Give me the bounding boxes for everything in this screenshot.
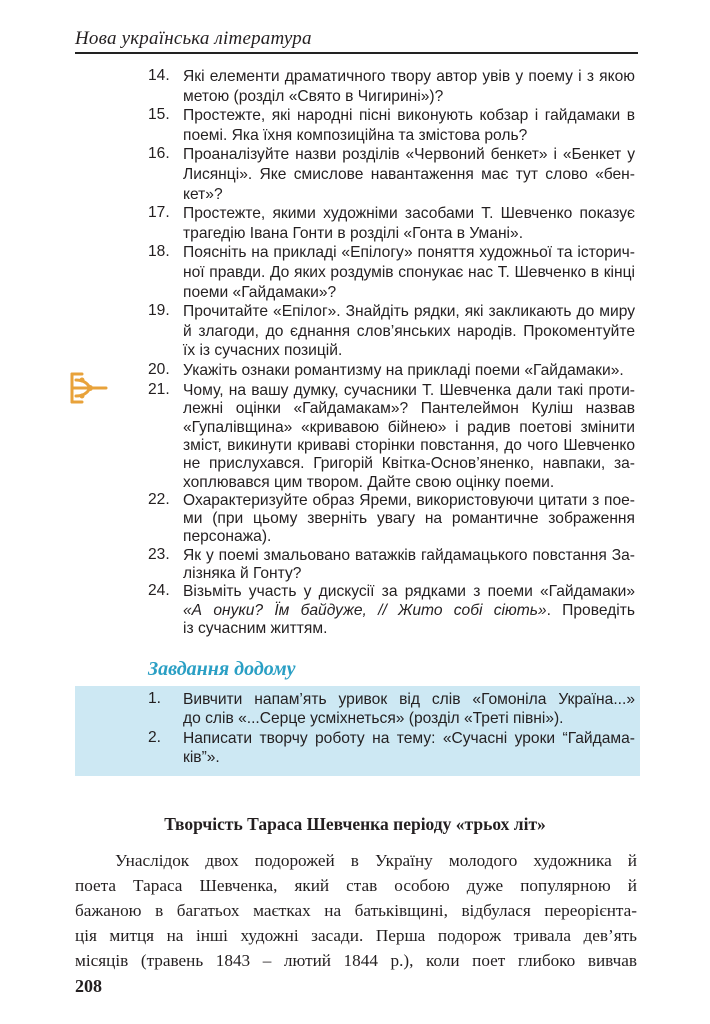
item-number: 20. [148,361,170,378]
item-text-line: трагедію Івана Гонти в розділі «Гонта в Умані». [183,224,524,242]
item-text-line: ми (при цьому зверніть увагу на романтичне зображення [183,510,635,528]
item-text-line: Лисянці». Яке смислове навантаження має тут слово «бен- [183,165,635,183]
paragraph-line: Унаслідок двох подорожей в Україну молодого художника й [115,851,637,870]
section-title: Творчість Тараса Шевченка періоду «трьох літ» [164,814,546,834]
item-number: 24. [148,582,170,600]
item-number: 1. [148,690,162,707]
header-rule [75,52,638,54]
item-number: 23. [148,545,170,563]
page-number: 208 [75,976,102,996]
item-text-line: ної правди. До яких роздумів спонукає нас Т. Шевченко в кінці [183,263,635,281]
item-text-line: Чому, на вашу думку, сучасники Т. Шевченка дали такі проти- [183,382,635,399]
item-text-line: Проаналізуйте назви розділів «Червоний бенкет» і «Бенкет у [183,146,635,164]
item-text-line: Охарактеризуйте образ Яреми, використовуючи цитати з пое- [183,491,635,509]
item-number: 17. [148,204,170,222]
item-number: 15. [148,106,170,124]
item-text-line: Написати творчу роботу на тему: «Сучасні уроки “Гайдама- [183,729,635,747]
item-number: 2. [148,728,162,746]
item-number: 19. [148,302,170,320]
item-text-line: Як у поемі змальовано ватажків гайдамацького повстання За- [183,546,635,564]
item-text-line: не прислухався. Григорій Квітка-Основ’яненко, навпаки, за- [183,455,635,473]
item-text-line: Простежте, якими художніми засобами Т. Шевченко показує [183,205,635,223]
item-text-line: «А онуки? Їм байдуже, // Жито собі сіють». Проведіть [183,601,635,619]
item-text-line: Які елементи драматичного твору автор увів у поему і з якою [183,68,635,85]
item-text-line: кет»? [183,185,223,203]
item-text-line: поеми «Гайдамаки»? [183,283,337,301]
running-header: Нова українська література [75,28,312,49]
item-text-line: хоплювався цим твором. Дайте свою оцінку поеми. [183,473,555,491]
item-text-line: їх із сучасних позицій. [183,342,343,360]
item-text-line: метою (розділ «Свято в Чигирині»)? [183,87,444,105]
item-text-line: із сучасним життям. [183,619,328,637]
item-text-line: лізняка й Гонту? [183,564,302,582]
item-text-line: ків”». [183,748,220,766]
homework-title: Завдання додому [148,658,296,680]
item-text-line: Простежте, які народні пісні виконують кобзар і гайдамаки в [183,107,635,125]
paragraph-line: бажаною в багатьох маєтках на батьківщині, відбулася переорієнта- [75,901,637,920]
item-text-line: Укажіть ознаки романтизму на прикладі поеми «Гайдамаки». [183,362,624,379]
item-text-line: Поясніть на прикладі «Епілогу» поняття художньої та історич- [183,244,635,262]
paragraph-line: ція митця на інші художні засади. Перша подорож тривала дев’ять [75,926,637,945]
item-text-line: лежні оцінки «Гайдамакам»? Пантелеймон Куліш назвав [183,400,635,418]
item-text-line: поемі. Яка їхня композиційна та змістова роль? [183,126,528,144]
item-text-line: «Гупалівщина» «кривавою бійнею» і радив поетові змінити [183,418,635,436]
item-number: 14. [148,67,170,84]
item-text-line: персонажа). [183,528,272,546]
item-text-line: Візьміть участь у дискусії за рядками з поеми «Гайдамаки» [183,583,635,601]
item-number: 18. [148,243,170,261]
paragraph-line: місяців (травень 1843 – лютий 1844 р.), коли поет глибоко вивчав [75,951,637,970]
item-text-line: до слів «...Серце усміхнеться» (розділ «Треті півні»). [183,710,564,728]
discussion-icon [66,370,110,406]
item-number: 16. [148,145,170,163]
item-text-line: й злагоди, до єднання слов’янських народів. Прокоментуйте [183,322,635,340]
item-number: 22. [148,490,170,508]
paragraph-line: поета Тараса Шевченка, який став особою дуже популярною й [75,876,637,895]
item-text-line: Прочитайте «Епілог». Знайдіть рядки, які закликають до миру [183,303,635,321]
item-text-line: Вивчити напам’ять уривок від слів «Гомоніла Україна...» [183,691,635,708]
item-text-line: зміст, викинути криваві сторінки повстання, до чого Шевченко [183,436,635,454]
item-number: 21. [148,381,170,398]
